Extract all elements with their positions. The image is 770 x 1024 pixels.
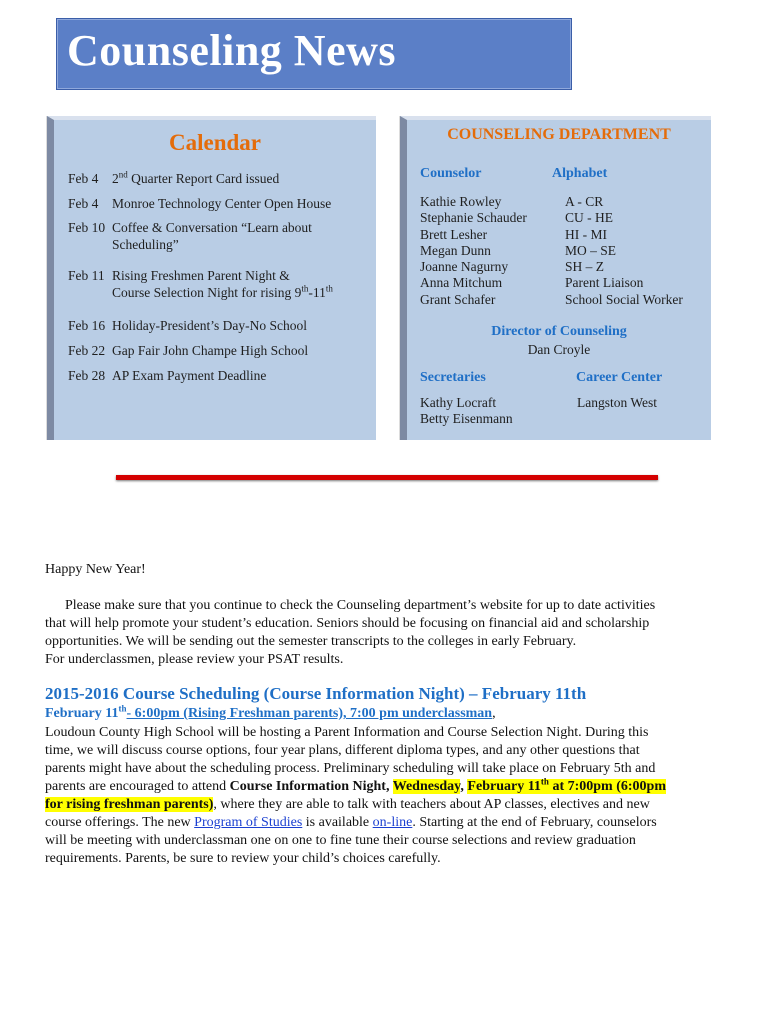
career-center-header: Career Center xyxy=(576,370,663,385)
calendar-item: Feb 16 Holiday-President’s Day-No School xyxy=(68,318,307,333)
director-header: Director of Counseling xyxy=(491,324,627,339)
intro-paragraph: Please make sure that you continue to check the Counseling department’s website for up to date activities that will help promote your student’s education. Seniors should be focusing on financial aid and scholarship opportunities. We will be sending out the semester transcripts to the colleges in early February. For underclassmen, please review your PSAT results. xyxy=(45,598,656,667)
alphabet-header: Alphabet xyxy=(552,166,608,181)
alphabet-ranges: A - CR CU - HE HI - MI MO – SE SH – Z Parent Liaison School Social Worker xyxy=(565,194,683,307)
highlight-text: Wednesday xyxy=(392,779,461,794)
red-divider xyxy=(116,475,658,480)
calendar-item: Feb 28 AP Exam Payment Deadline xyxy=(68,368,267,383)
scheduling-paragraph: Loudoun County High School will be hosting a Parent Information and Course Selection Night. During this time, we will discuss course options, four year plans, different diploma types, and any other questions that parents might have about the scheduling process. Preliminary scheduling will take place on February 5th and parents are encouraged to attend Course Information Night, Wednesday, February 11th at 7:00pm (6:00pm for rising freshman parents), where they are able to talk with teachers about AP classes, electives and new course offerings. The new Program of Studies is available on-line. Starting at the end of February, counselors will be meeting with underclassman one on one to fine tune their course selections and review graduation requirements. Parents, be sure to review your child’s choices carefully. xyxy=(45,725,666,866)
scheduling-subheading: February 11th- 6:00pm (Rising Freshman parents), 7:00 pm underclassman, xyxy=(45,703,496,721)
newsletter-banner xyxy=(56,18,572,90)
counselor-names: Kathie Rowley Stephanie Schauder Brett Lesher Megan Dunn Joanne Nagurny Anna Mitchum Grant Schafer xyxy=(420,194,527,307)
career-center-name: Langston West xyxy=(577,395,658,410)
secretaries-names: Kathy Locraft Betty Eisenmann xyxy=(420,395,513,427)
secretaries-header: Secretaries xyxy=(420,370,486,385)
program-of-studies-link[interactable]: Program of Studies xyxy=(194,815,303,830)
online-link[interactable]: on-line xyxy=(372,815,413,830)
calendar-item: Feb 22 Gap Fair John Champe High School xyxy=(68,343,309,358)
greeting: Happy New Year! xyxy=(45,562,146,577)
calendar-item: Feb 11 Rising Freshmen Parent Night & Course Selection Night for rising 9th-11th xyxy=(68,268,333,300)
calendar-panel xyxy=(47,116,376,440)
scheduling-heading: 2015-2016 Course Scheduling (Course Information Night) – February 11th xyxy=(45,684,587,703)
calendar-item: Feb 4 Monroe Technology Center Open House xyxy=(68,196,332,211)
highlight-text: for rising freshman parents) xyxy=(45,797,214,812)
calendar-item: Feb 4 2nd Quarter Report Card issued xyxy=(68,169,280,186)
director-name: Dan Croyle xyxy=(527,342,591,357)
highlight-text: February 11th at 7:00pm (6:00pm xyxy=(467,776,666,794)
counselor-header: Counselor xyxy=(420,166,482,181)
newsletter-title: Counseling News xyxy=(67,26,396,75)
calendar-title: Calendar xyxy=(169,130,261,155)
calendar-item: Feb 10 Coffee & Conversation “Learn about Scheduling” xyxy=(68,220,312,252)
department-panel xyxy=(400,116,711,440)
department-title: COUNSELING DEPARTMENT xyxy=(447,126,671,143)
